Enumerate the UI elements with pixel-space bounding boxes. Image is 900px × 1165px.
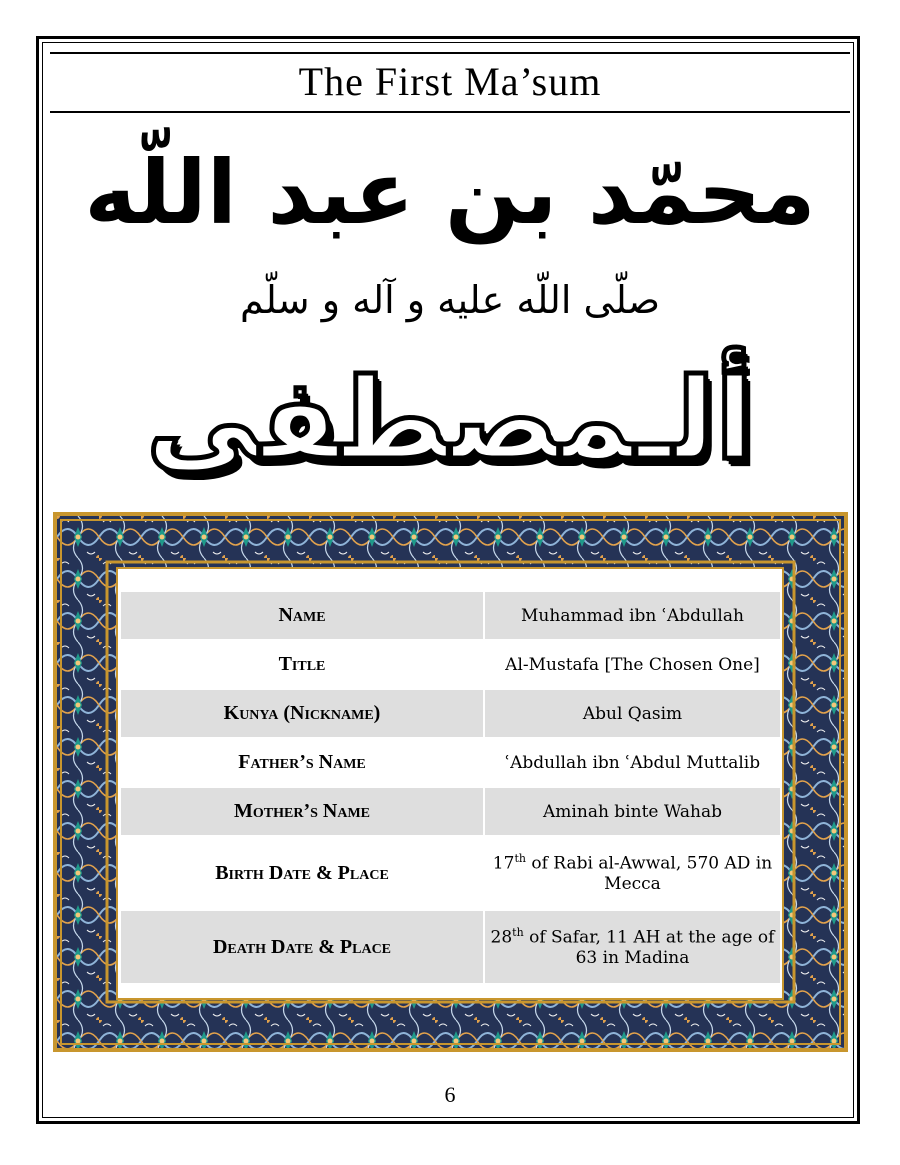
title-rule-bottom (50, 111, 850, 113)
value-text: of Safar, 11 AH at the age of 63 in Madina (523, 927, 775, 968)
value-text: of Rabi al-Awwal, 570 AD in Mecca (525, 853, 773, 894)
row-label: Title (121, 640, 484, 689)
chapter-title: The First Ma’sum (298, 59, 602, 104)
row-value (484, 910, 780, 983)
info-table (121, 590, 780, 983)
table-row (121, 689, 780, 738)
row-label: Mother’s Name (121, 787, 484, 836)
value-ordinal: th (512, 926, 524, 940)
row-value (484, 836, 780, 910)
row-label: Name (121, 591, 484, 640)
row-value: Abul Qasim (484, 689, 780, 738)
title-rule-top (50, 52, 850, 54)
arabic-salawat: صلّى اللّه عليه و آله و سلّم (239, 278, 661, 322)
table-row (121, 787, 780, 836)
table-row (121, 738, 780, 787)
arabic-name-calligraphy: محمّد بن عبد اللّه (84, 141, 816, 244)
table-row (121, 836, 780, 910)
value-number: 28 (490, 927, 513, 948)
row-value: Muhammad ibn ʿAbdullah (484, 591, 780, 640)
row-label: Father’s Name (121, 738, 484, 787)
row-value: Aminah binte Wahab (484, 787, 780, 836)
table-row (121, 910, 780, 983)
value-number: 17 (492, 853, 515, 874)
row-value: Al-Mustafa [The Chosen One] (484, 640, 780, 689)
row-label: Kunya (Nickname) (121, 689, 484, 738)
row-label: Birth Date & Place (121, 836, 484, 910)
row-label: Death Date & Place (121, 910, 484, 983)
page-number: 6 (444, 1082, 456, 1107)
value-ordinal: th (514, 852, 526, 866)
table-row (121, 591, 780, 640)
arabic-title-calligraphy: ألـمصطفى (146, 355, 754, 485)
row-value: ʿAbdullah ibn ʿAbdul Muttalib (484, 738, 780, 787)
table-row (121, 640, 780, 689)
